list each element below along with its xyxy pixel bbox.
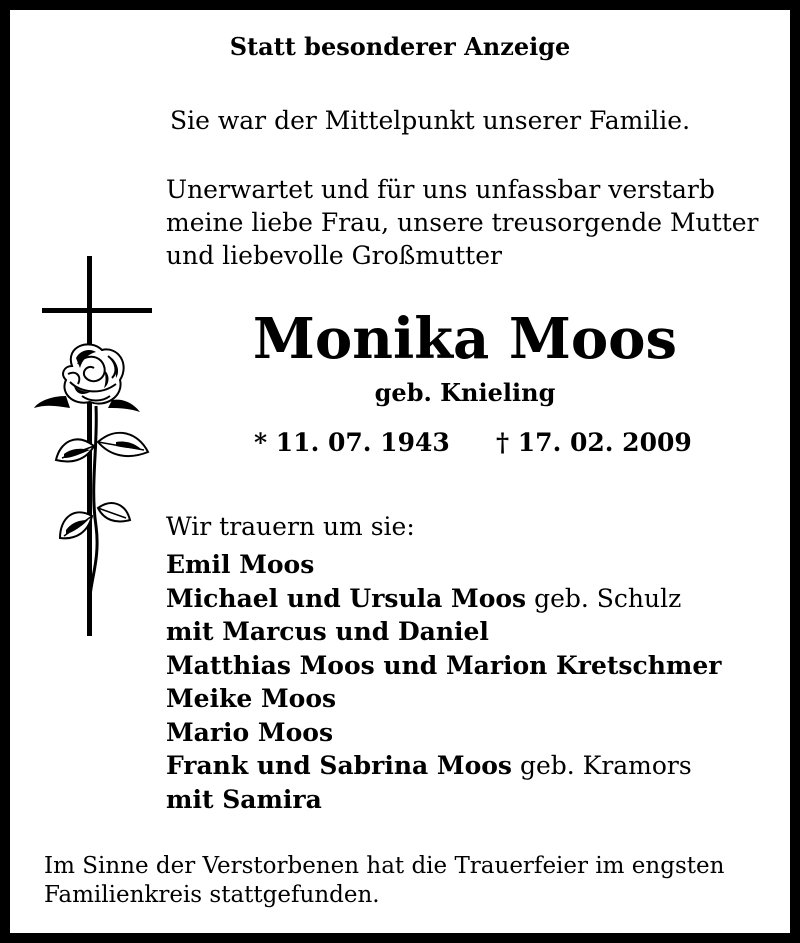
cross-with-rose-icon — [20, 246, 160, 636]
mourner-entry: Meike Moos — [166, 684, 337, 713]
footer-note — [44, 852, 724, 910]
footer-line: Im Sinne der Verstorbenen hat die Trauerfeier im engsten — [44, 853, 725, 879]
deceased-name: Monika Moos — [252, 306, 678, 372]
mourner-entry: Emil Moos — [166, 550, 315, 579]
mourning-line: Wir trauern um sie: — [166, 512, 415, 541]
mourner-entry: Mario Moos — [166, 717, 334, 747]
birth-name: geb. Knieling — [374, 378, 556, 407]
notice-header: Statt besonderer Anzeige — [229, 32, 571, 61]
mourner-entry: mit Marcus und Daniel — [166, 617, 489, 646]
footer-line: Familienkreis stattgefunden. — [44, 882, 380, 908]
intro-line: Sie war der Mittelpunkt unserer Familie. — [170, 106, 691, 135]
death-date: † 17. 02. 2009 — [496, 428, 692, 457]
lead-line: Unerwartet und für uns unfassbar verstarb — [166, 175, 715, 204]
mourner-entry: Matthias Moos und Marion Kretschmer — [166, 650, 722, 680]
mourner-entry: Frank und Sabrina Moos geb. Kramors — [166, 751, 692, 780]
lead-line: meine liebe Frau, unsere treusorgende Mutter — [166, 208, 759, 237]
lead-line: und liebevolle Großmutter — [166, 241, 502, 270]
birth-date: * 11. 07. 1943 — [254, 428, 450, 457]
mourner-list — [166, 548, 721, 816]
mourner-entry: Michael und Ursula Moos geb. Schulz — [166, 583, 682, 613]
mourner-entry: mit Samira — [166, 784, 322, 814]
lead-text — [166, 173, 759, 272]
